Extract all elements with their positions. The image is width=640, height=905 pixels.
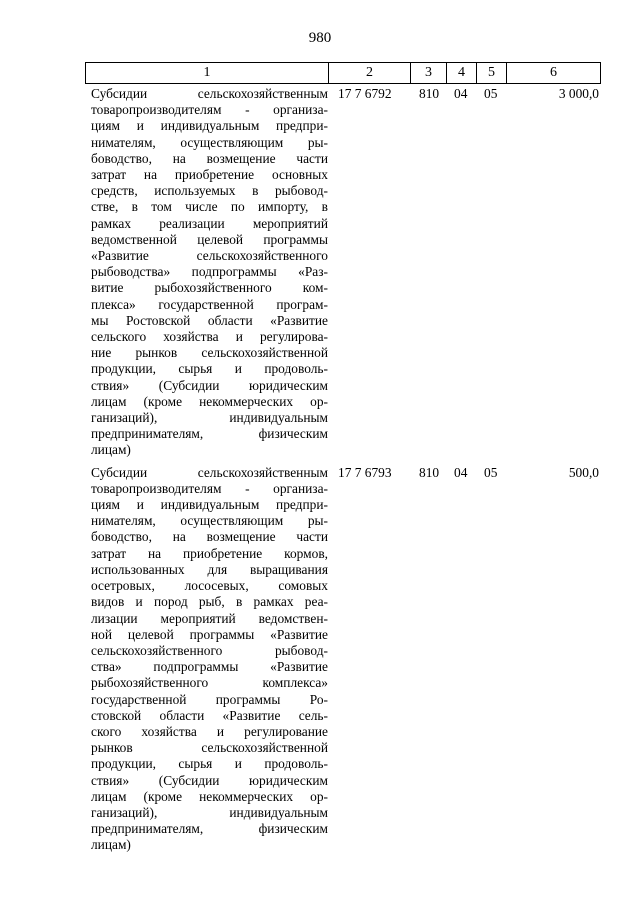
row-expense-type: 810 [419,86,440,101]
description-line: ганизаций), индивидуальным [91,804,328,820]
description-line: государственной программы Ро- [91,691,328,707]
column-header-1: 1 [86,63,329,84]
description-line: лицам (кроме некоммерческих ор- [91,393,328,409]
description-line: лизации мероприятий ведомствен- [91,610,328,626]
row-expense-type: 810 [419,464,440,480]
description-line: предпринимателям, физическим [91,821,328,837]
description-line: ние рынков сельскохозяйственной [91,345,328,361]
description-line: рыбохозяйственного комплекса» [91,675,328,691]
description-line: осетровых, лососевых, сомовых [91,578,328,594]
row-description [85,86,328,459]
column-header-3: 3 [411,63,447,84]
column-header-table [85,62,601,84]
description-line: рыбоводства» подпрограммы «Раз- [91,264,328,280]
description-line: ствия» (Субсидии юридическим [91,377,328,393]
table-row [85,86,600,459]
row-amount: 500,0 [568,464,599,480]
description-line: видов и пород рыб, в рамках реа- [91,594,328,610]
row-subsection: 05 [484,86,498,101]
page-number: 980 [308,30,332,46]
row-amount: 3 000,0 [558,86,599,101]
description-line: использованных для выращивания [91,561,328,577]
description-line: затрат на приобретение основных [91,167,328,183]
description-line: продукции, сырья и продоволь- [91,361,328,377]
description-line: ства» подпрограммы «Развитие [91,659,328,675]
row-section: 04 [454,464,468,480]
description-line: сельскохозяйственного рыбовод- [91,642,328,658]
description-line: плекса» государственной програм- [91,296,328,312]
description-line: лицам) [91,442,131,458]
description-line: средств, используемых в рыбовод- [91,183,328,199]
description-line: рынков сельскохозяйственной [91,740,328,756]
description-line: циям и индивидуальным предпри- [91,118,328,134]
table-row [85,465,600,854]
description-line: боводство, на возмещение части [91,150,328,166]
description-line: Субсидии сельскохозяйственным [91,464,328,480]
description-line: циям и индивидуальным предпри- [91,497,328,513]
budget-rows [85,86,600,860]
description-line: Субсидии сельскохозяйственным [91,86,328,101]
description-line: продукции, сырья и продоволь- [91,756,328,772]
description-line: ведомственной целевой программы [91,231,328,247]
description-line: затрат на приобретение кормов, [91,545,328,561]
row-subsection: 05 [484,464,498,480]
row-description [85,465,328,854]
column-header-6: 6 [507,63,601,84]
description-line: стовской области «Развитие сель- [91,707,328,723]
description-line: рамках реализации мероприятий [91,215,328,231]
column-header-5: 5 [477,63,507,84]
row-code: 17 7 6793 [338,464,392,480]
description-line: товаропроизводителям - организа- [91,102,328,118]
column-header-2: 2 [329,63,411,84]
description-line: ствия» (Субсидии юридическим [91,772,328,788]
column-header-4: 4 [447,63,477,84]
description-line: «Развитие сельскохозяйственного [91,248,328,264]
description-line: стве, в том числе по импорту, в [91,199,328,215]
description-line: нимателям, осуществляющим ры- [91,134,328,150]
description-line: лицам (кроме некоммерческих ор- [91,788,328,804]
description-line: боводство, на возмещение части [91,529,328,545]
description-line: ной целевой программы «Развитие [91,626,328,642]
description-line: сельского хозяйства и регулирова- [91,329,328,345]
column-header-row [86,63,601,84]
row-section: 04 [454,86,468,101]
row-code: 17 7 6792 [338,86,392,101]
description-line: мы Ростовской области «Развитие [91,312,328,328]
description-line: ского хозяйства и регулирование [91,723,328,739]
description-line: лицам) [91,837,131,853]
description-line: нимателям, осуществляющим ры- [91,513,328,529]
description-line: ганизаций), индивидуальным [91,410,328,426]
description-line: предпринимателям, физическим [91,426,328,442]
description-line: товаропроизводителям - организа- [91,480,328,496]
description-line: витие рыбохозяйственного ком- [91,280,328,296]
